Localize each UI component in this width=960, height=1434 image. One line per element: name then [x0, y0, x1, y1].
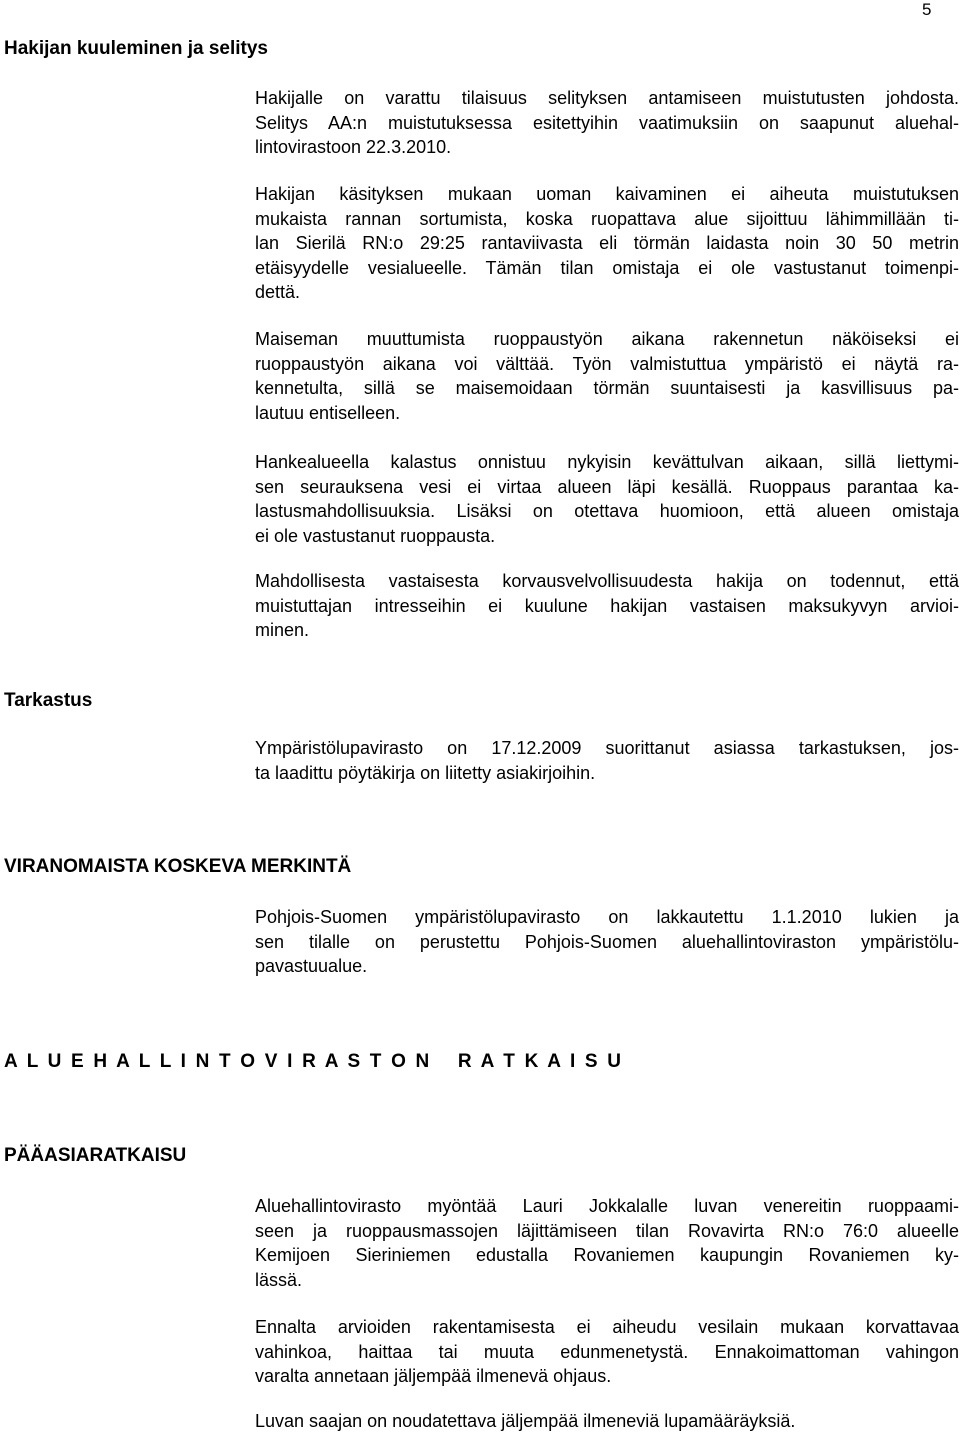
text-line: ei ole vastustanut ruoppausta.	[255, 525, 496, 546]
text-line: Maiseman muuttumista ruoppaustyön aikana rakennetun näköiseksi ei	[255, 329, 959, 349]
text-line: pavastuualue.	[255, 956, 368, 976]
page-number: 5	[922, 0, 932, 19]
text-line: Hakijalle on varattu tilaisuus selityksen antamiseen muistutusten johdosta.	[255, 88, 959, 108]
text-line: Mahdollisesta vastaisesta korvausvelvollisuudesta hakija on todennut, että	[255, 571, 959, 591]
text-line: Pohjois-Suomen ympäristölupavirasto on lakkautettu 1.1.2010 lukien ja	[255, 907, 959, 927]
text-line: Hankealueella kalastus onnistuu nykyisin kevättulvan aikaan, sillä liettymi-	[255, 452, 959, 472]
text-line: lässä.	[255, 1269, 303, 1290]
text-line: Luvan saajan on noudatettava jäljempää ilmeneviä lupamääräyksiä.	[255, 1411, 796, 1431]
text-line: lautuu entiselleen.	[255, 402, 401, 423]
text-line: dettä.	[255, 282, 301, 302]
text-line: etäisyydelle vesialueelle. Tämän tilan omistaja ei ole vastustanut toimenpi-	[255, 257, 959, 278]
paragraph	[255, 327, 959, 425]
heading-paaasiaratkaisu: PÄÄASIARATKAISU	[4, 1145, 187, 1166]
text-line: vahinkoa, haittaa tai muuta edunmenetystä. Ennakoimattoman vahingon	[255, 1341, 959, 1362]
paragraph	[255, 569, 959, 643]
text-line: lastusmahdollisuuksia. Lisäksi on otettava huomioon, että alueen omistaja	[255, 501, 959, 521]
paragraph	[255, 905, 959, 979]
text-line: Kemijoen Sieriniemen edustalla Rovaniemen kaupungin Rovaniemen ky-	[255, 1245, 959, 1265]
text-line: Ympäristölupavirasto on 17.12.2009 suorittanut asiassa tarkastuksen, jos-	[255, 738, 959, 758]
paragraph	[255, 736, 959, 785]
text-line: mukaista rannan sortumista, koska ruopattava alue sijoittuu lähimmillään ti-	[255, 208, 959, 229]
paragraph	[255, 182, 959, 305]
text-line: Ennalta arvioiden rakentamisesta ei aiheudu vesilain mukaan korvattavaa	[255, 1317, 959, 1337]
text-line: ruoppaustyön aikana voi välttää. Työn valmistuttua ympäristö ei näytä ra-	[255, 353, 959, 374]
text-line: Selitys AA:n muistutuksessa esitettyihin vaatimuksiin on saapunut aluehal-	[255, 112, 959, 133]
text-line: muistuttajan intresseihin ei kuulune hakijan vastaisen maksukyvyn arvioi-	[255, 595, 959, 616]
text-line: sen tilalle on perustettu Pohjois-Suomen aluehallintoviraston ympäristölu-	[255, 931, 959, 952]
heading-aluehallintoviraston-ratkaisu: A L U E H A L L I N T O V I R A S T O N R A T K A I S U	[4, 1051, 622, 1072]
heading-viranomaista-koskeva-merkinta: VIRANOMAISTA KOSKEVA MERKINTÄ	[4, 856, 352, 877]
text-line: ta laadittu pöytäkirja on liitetty asiakirjoihin.	[255, 762, 596, 783]
text-line: seen ja ruoppausmassojen läjittämiseen tilan Rovavirta RN:o 76:0 alueelle	[255, 1220, 959, 1241]
text-line: Hakijan käsityksen mukaan uoman kaivaminen ei aiheuta muistutuksen	[255, 184, 959, 204]
text-line: lintovirastoon 22.3.2010.	[255, 137, 452, 157]
text-line: lan Sierilä RN:o 29:25 rantaviivasta eli törmän laidasta noin 30 50 metrin	[255, 233, 959, 253]
paragraph	[255, 450, 959, 548]
text-line: minen.	[255, 620, 310, 640]
paragraph	[255, 1409, 959, 1434]
text-line: sen seurauksena vesi ei virtaa alueen läpi kesällä. Ruoppaus parantaa ka-	[255, 476, 959, 497]
text-line: varalta annetaan jäljempää ilmenevä ohjaus.	[255, 1366, 612, 1386]
heading-hakijan-kuuleminen: Hakijan kuuleminen ja selitys	[4, 38, 268, 59]
paragraph	[255, 1315, 959, 1389]
text-line: Aluehallintovirasto myöntää Lauri Jokkalalle luvan venereitin ruoppaami-	[255, 1196, 959, 1216]
heading-tarkastus: Tarkastus	[4, 690, 93, 711]
paragraph	[255, 86, 959, 160]
text-line: kennetulta, sillä se maisemoidaan törmän suuntaisesti ja kasvillisuus pa-	[255, 378, 959, 398]
paragraph	[255, 1194, 959, 1292]
